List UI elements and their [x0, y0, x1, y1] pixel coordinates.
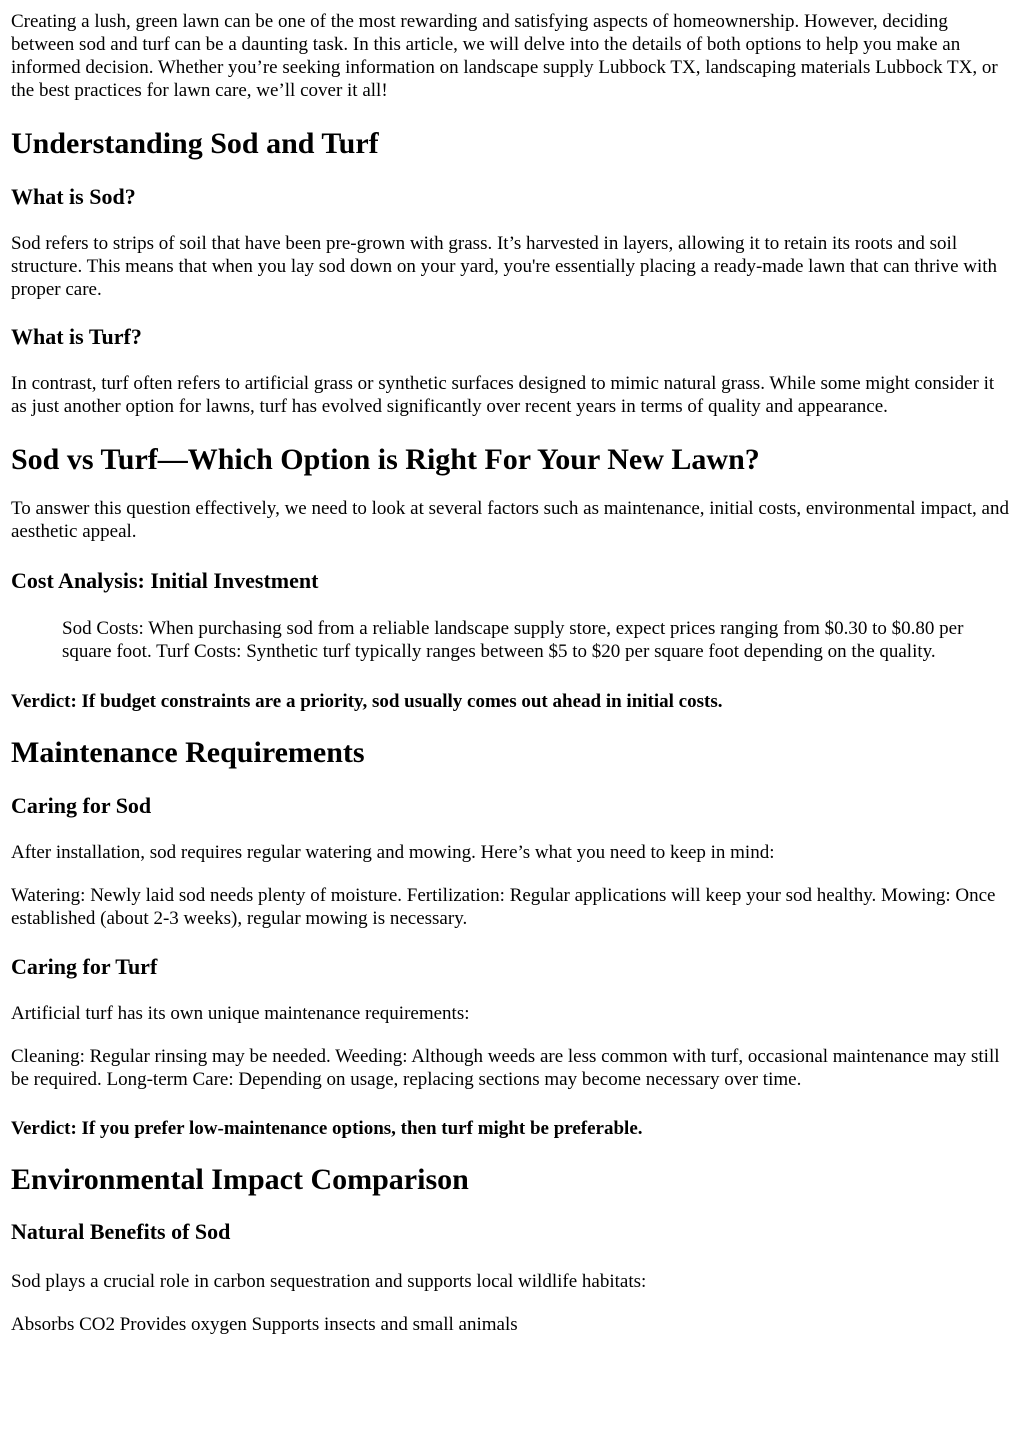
paragraph-sod-vs-turf: To answer this question effectively, we need to look at several factors such as maintenance, initial costs, environmental impact, and aesthetic appeal.	[11, 498, 1009, 542]
verdict-maintenance: Verdict: If you prefer low-maintenance options, then turf might be preferable.	[11, 1118, 643, 1139]
paragraph-caring-for-sod: After installation, sod requires regular watering and mowing. Here’s what you need to keep in mind:	[11, 842, 775, 863]
heading-caring-for-turf: Caring for Turf	[11, 954, 158, 979]
heading-what-is-sod: What is Sod?	[11, 184, 136, 209]
list-natural-benefits: Absorbs CO2 Provides oxygen Supports insects and small animals	[11, 1314, 518, 1335]
paragraph-natural-benefits: Sod plays a crucial role in carbon sequestration and supports local wildlife habitats:	[11, 1271, 647, 1292]
heading-understanding: Understanding Sod and Turf	[11, 127, 379, 160]
heading-maintenance: Maintenance Requirements	[11, 736, 365, 769]
intro-paragraph: Creating a lush, green lawn can be one of the most rewarding and satisfying aspects of homeownership. However, deciding between sod and turf can be a daunting task. In this article, we will delve into the details of both options to help you make an informed decision. Whether you’re seeking information on landscape supply Lubbock TX, landscaping materials Lubbock TX, or the best practices for lawn care, we’ll cover it all!	[11, 11, 998, 101]
paragraph-caring-for-turf: Artificial turf has its own unique maintenance requirements:	[11, 1003, 470, 1024]
article	[0, 10, 1024, 1336]
heading-what-is-turf: What is Turf?	[11, 324, 142, 349]
heading-natural-benefits: Natural Benefits of Sod	[11, 1219, 231, 1244]
list-caring-for-sod: Watering: Newly laid sod needs plenty of moisture. Fertilization: Regular applications will keep your sod healthy. Mowing: Once established (about 2-3 weeks), regular mowing is necessary.	[11, 885, 996, 929]
paragraph-what-is-turf: In contrast, turf often refers to artificial grass or synthetic surfaces designed to mimic natural grass. While some might consider it as just another option for lawns, turf has evolved significantly over recent years in terms of quality and appearance.	[11, 373, 995, 417]
cost-blockquote: Sod Costs: When purchasing sod from a reliable landscape supply store, expect prices ranging from $0.30 to $0.80 per square foot. Turf Costs: Synthetic turf typically ranges between $5 to $20 per square foot depending on the quality.	[62, 618, 964, 662]
heading-sod-vs-turf: Sod vs Turf—Which Option is Right For Your New Lawn?	[11, 443, 760, 476]
list-caring-for-turf: Cleaning: Regular rinsing may be needed. Weeding: Although weeds are less common with turf, occasional maintenance may still be required. Long-term Care: Depending on usage, replacing sections may become necessary over time.	[11, 1046, 1000, 1090]
heading-cost-analysis: Cost Analysis: Initial Investment	[11, 568, 319, 593]
paragraph-what-is-sod: Sod refers to strips of soil that have been pre-grown with grass. It’s harvested in layers, allowing it to retain its roots and soil structure. This means that when you lay sod down on your yard, you're essentially placing a ready-made lawn that can thrive with proper care.	[11, 233, 998, 300]
heading-environmental: Environmental Impact Comparison	[11, 1163, 469, 1196]
verdict-cost: Verdict: If budget constraints are a priority, sod usually comes out ahead in initial costs.	[11, 691, 723, 712]
heading-caring-for-sod: Caring for Sod	[11, 793, 152, 818]
